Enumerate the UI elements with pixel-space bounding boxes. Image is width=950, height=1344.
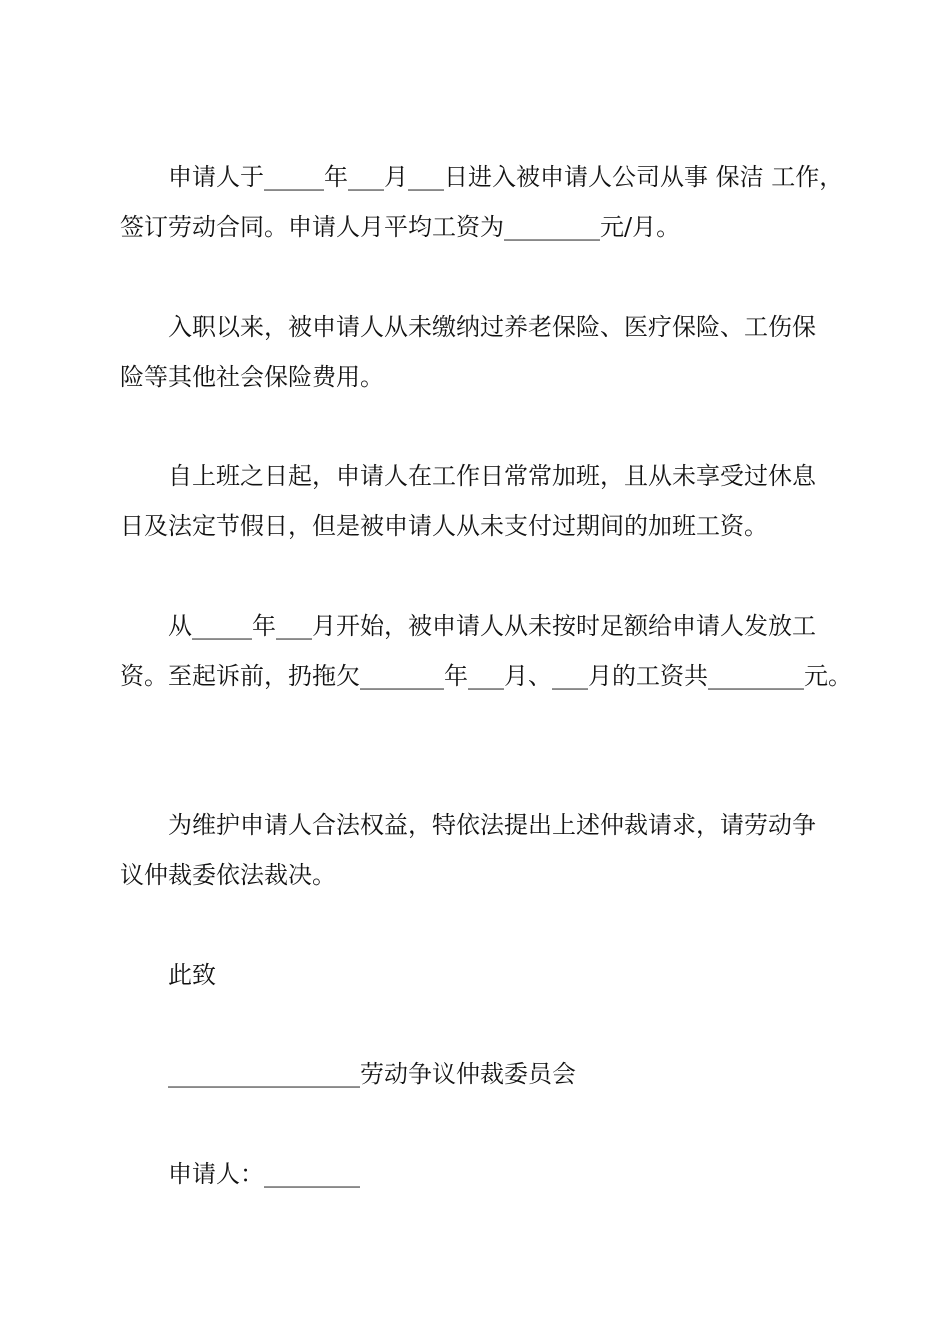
para-2-line-1: 入职以来，被申请人从未缴纳过养老保险、医疗保险、工伤保 (168, 313, 816, 341)
para-5-line-2: 议仲裁委依法裁决。 (120, 861, 336, 889)
para-5-line-1: 为维护申请人合法权益，特依法提出上述仲裁请求，请劳动争 (168, 811, 816, 839)
para-3-line-2: 日及法定节假日，但是被申请人从未支付过期间的加班工资。 (120, 512, 768, 540)
para-4-line-1: 从_____年___月开始，被申请人从未按时足额给申请人发放工 (168, 612, 816, 640)
para-4-line-2: 资。至起诉前，扔拖欠_______年___月、___月的工资共________元。 (120, 662, 852, 690)
para-2-line-2: 险等其他社会保险费用。 (120, 363, 384, 391)
applicant-signature-line: 申请人：________ (168, 1160, 360, 1188)
recipient-line: ________________劳动争议仲裁委员会 (168, 1060, 576, 1088)
para-1-line-1: 申请人于_____年___月___日进入被申请人公司从事 保洁 工作， (168, 163, 844, 191)
para-1-line-2: 签订劳动合同。申请人月平均工资为________元/月。 (120, 213, 681, 241)
para-3-line-1: 自上班之日起，申请人在工作日常常加班，且从未享受过休息 (168, 462, 816, 490)
salutation: 此致 (168, 961, 216, 989)
